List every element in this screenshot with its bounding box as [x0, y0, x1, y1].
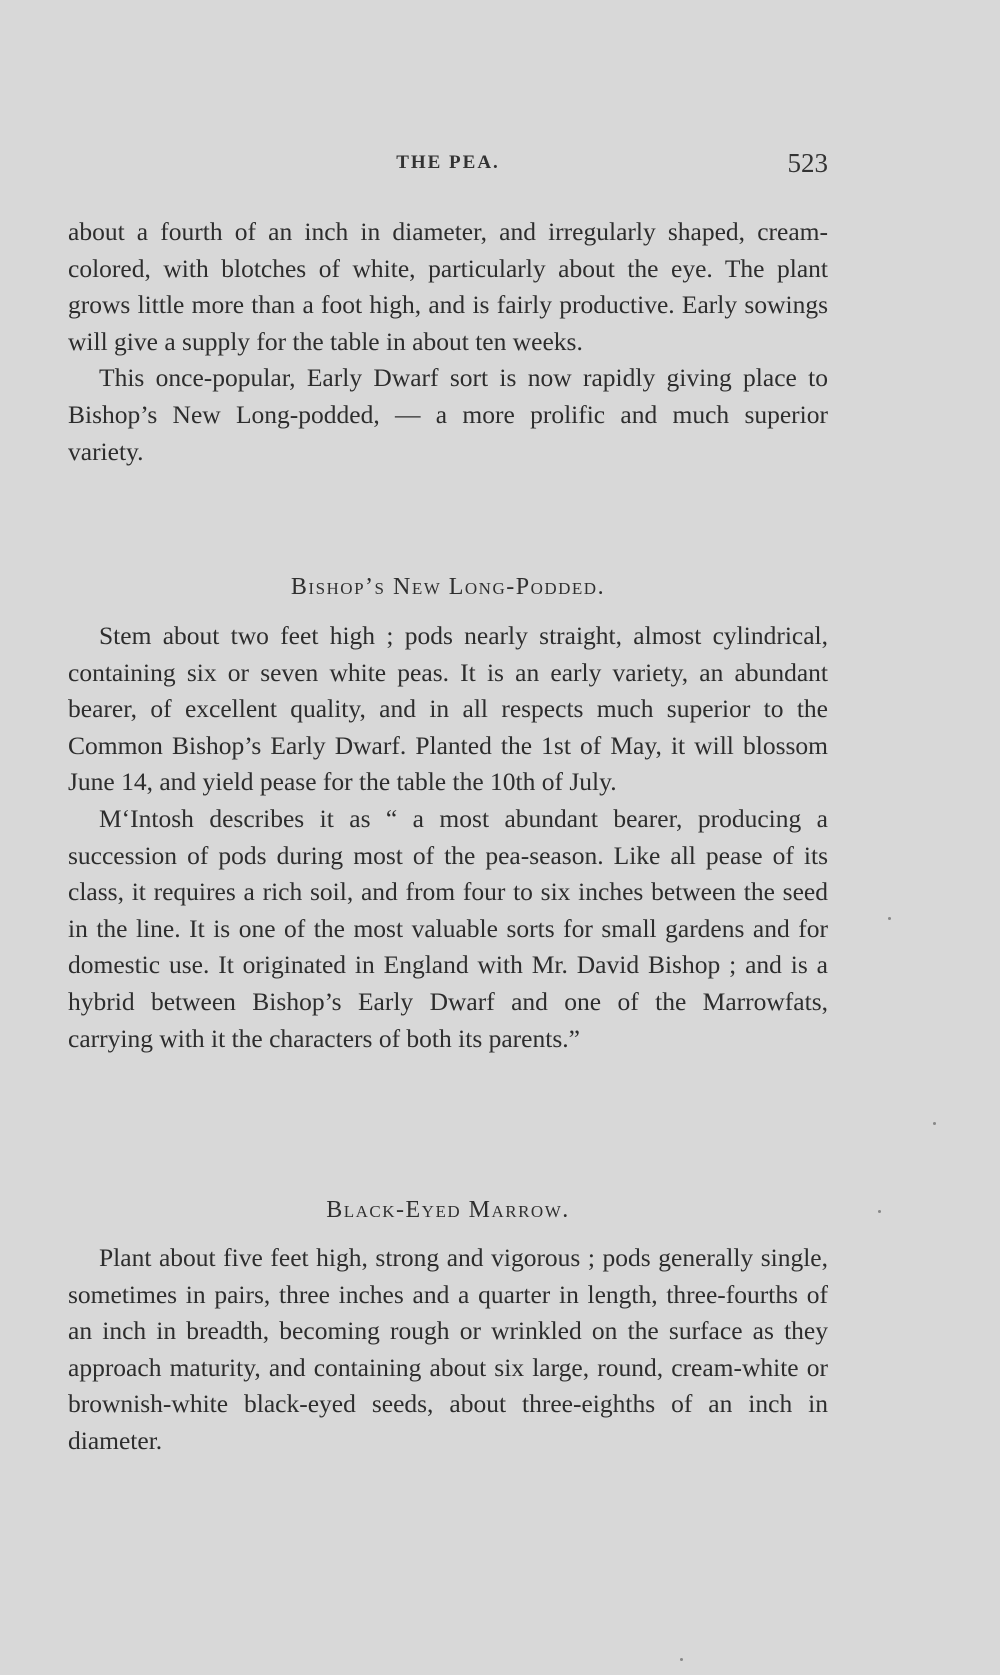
paper-speck — [878, 1210, 881, 1213]
paragraph-continued: about a fourth of an inch in diameter, and irregularly shaped, cream-colored, with blotches of white, particularly about the eye. The plant grows little more than a foot high, and is fairly productive. Early sowings will give a supply for the table in about ten weeks. — [68, 217, 828, 356]
section-heading-bishops-new-long-podded: Bishop’s New Long-Podded. — [290, 574, 606, 600]
section-text-bishops-new-long-podded — [68, 618, 828, 1057]
page-number: 523 — [787, 148, 828, 178]
paragraph: M‘Intosh describes it as “ a most abundant bearer, producing a succession of pods during most of the pea-season. Like all pease of its class, it requires a rich soil, and from four to six inches between the seed in the line. It is one of the most valuable sorts for small gardens and for domestic use. It originated in England with Mr. David Bishop ; and is a hybrid between Bishop’s Early Dwarf and one of the Marrowfats, carrying with it the characters of both its parents.” — [68, 803, 828, 1053]
paragraph: Plant about five feet high, strong and vigorous ; pods generally single, sometimes in pairs, three inches and a quarter in length, three-fourths of an inch in breadth, becoming rough or wrinkled on the surface as they approach maturity, and containing about six large, round, cream-white or brownish-white black-eyed seeds, about three-eighths of an inch in diameter. — [68, 1243, 828, 1455]
paper-speck — [933, 1122, 936, 1125]
paper-speck — [680, 1658, 683, 1661]
paper-speck — [888, 917, 891, 920]
section-text-black-eyed-marrow — [68, 1240, 828, 1460]
intro-text-block — [68, 214, 828, 470]
paragraph: This once-popular, Early Dwarf sort is now rapidly giving place to Bishop’s New Long-podded, — a more prolific and much superior variety. — [68, 363, 828, 466]
running-title: THE PEA. — [396, 152, 500, 173]
paragraph: Stem about two feet high ; pods nearly straight, almost cylindrical, containing six or seven white peas. It is an early variety, an abundant bearer, of excellent quality, and in all respects much superior to the Common Bishop’s Early Dwarf. Planted the 1st of May, it will blossom June 14, and yield pease for the table the 10th of July. — [68, 621, 828, 797]
running-head — [68, 148, 828, 178]
section-heading-black-eyed-marrow: Black-Eyed Marrow. — [326, 1197, 570, 1223]
